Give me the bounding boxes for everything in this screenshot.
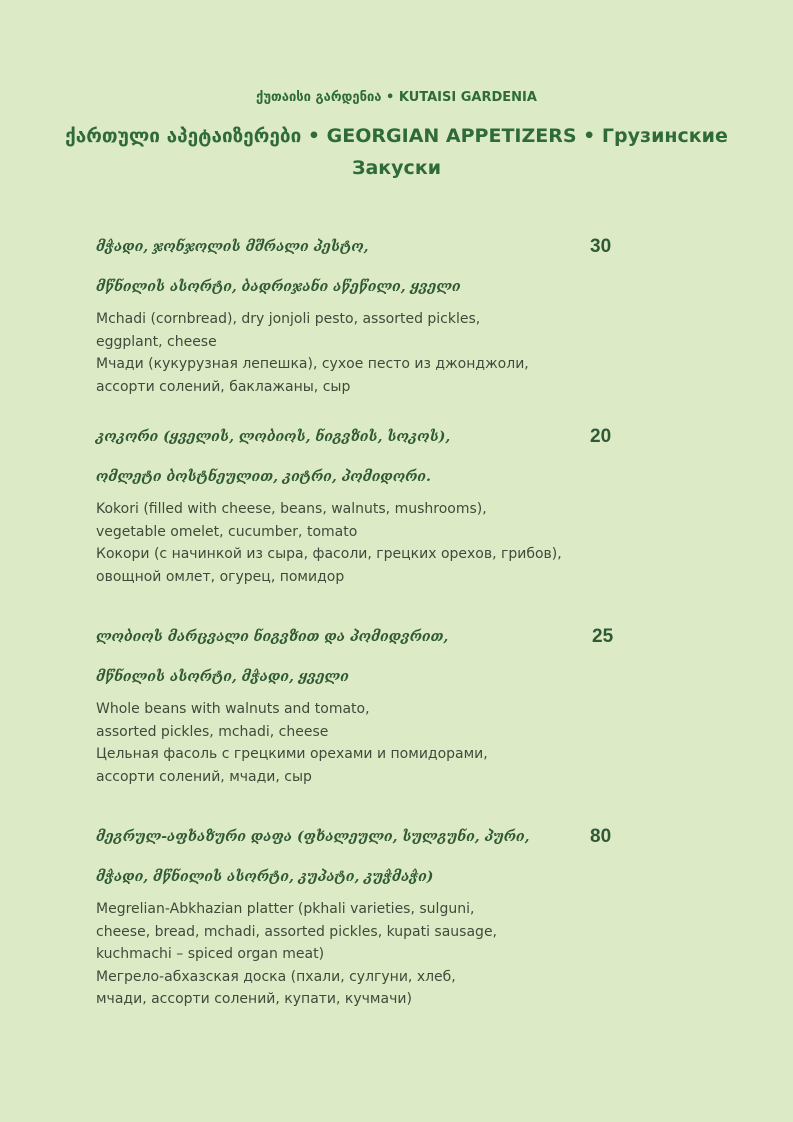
item-georgian-line-1: მჭადი, ჯონჯოლის მშრალი პესტო, bbox=[96, 239, 369, 255]
item-georgian-line-2: მწნილის ასორტი, მჭადი, ყველი bbox=[96, 669, 349, 685]
menu-item bbox=[96, 628, 696, 788]
menu-section-title: ქართული აპეტაიზერები • GEORGIAN APPETIZERS • Грузинские Закуски bbox=[65, 125, 728, 179]
item-description: Whole beans with walnuts and tomato, assorted pickles, mchadi, cheese Цельная фасоль с грецкими орехами и помидорами, ассорти солений, мчади, сыр bbox=[96, 701, 488, 785]
item-description: Mchadi (cornbread), dry jonjoli pesto, assorted pickles, eggplant, cheese Мчади (кукурузная лепешка), сухое песто из джонджоли, ассорти солений, баклажаны, сыр bbox=[96, 311, 529, 395]
item-georgian-line-1: ლობიოს მარცვალი ნიგვზით და პომიდვრით, bbox=[96, 629, 449, 645]
menu-item bbox=[96, 428, 696, 588]
item-georgian-line-2: ომლეტი ბოსტნეულით, კიტრი, პომიდორი. bbox=[96, 469, 431, 485]
item-description: Kokori (filled with cheese, beans, walnuts, mushrooms), vegetable omelet, cucumber, tomato Кокори (с начинкой из сыра, фасоли, грецких орехов, грибов), овощной омлет, огурец, помидор bbox=[96, 501, 562, 585]
item-georgian-line-2: მჭადი, მწნილის ასორტი, კუპატი, კუჭმაჭი) bbox=[96, 869, 434, 885]
restaurant-name: ქუთაისი გარდენია • KUTAISI GARDENIA bbox=[256, 90, 537, 105]
item-price: 20 bbox=[590, 426, 612, 447]
item-description: Megrelian-Abkhazian platter (pkhali varieties, sulguni, cheese, bread, mchadi, assorted pickles, kupati sausage, kuchmachi – spiced organ meat) Мегрело-абхазская доска (пхали, сулгуни, хлеб, мчади, ассорти солений, купати, кучмачи) bbox=[96, 901, 498, 1007]
item-price: 80 bbox=[590, 826, 612, 847]
item-georgian-line-1: მეგრულ-აფხაზური დაფა (ფხალეული, სულგუნი, პური, bbox=[96, 829, 530, 845]
item-price: 30 bbox=[590, 236, 612, 257]
item-price: 25 bbox=[592, 626, 614, 647]
item-georgian-line-2: მწნილის ასორტი, ბადრიჯანი აწეწილი, ყველი bbox=[96, 279, 461, 295]
item-georgian-line-1: კოკორი (ყველის, ლობიოს, ნიგვზის, სოკოს), bbox=[96, 429, 451, 445]
menu-item bbox=[96, 238, 696, 398]
menu-item bbox=[96, 828, 696, 1011]
